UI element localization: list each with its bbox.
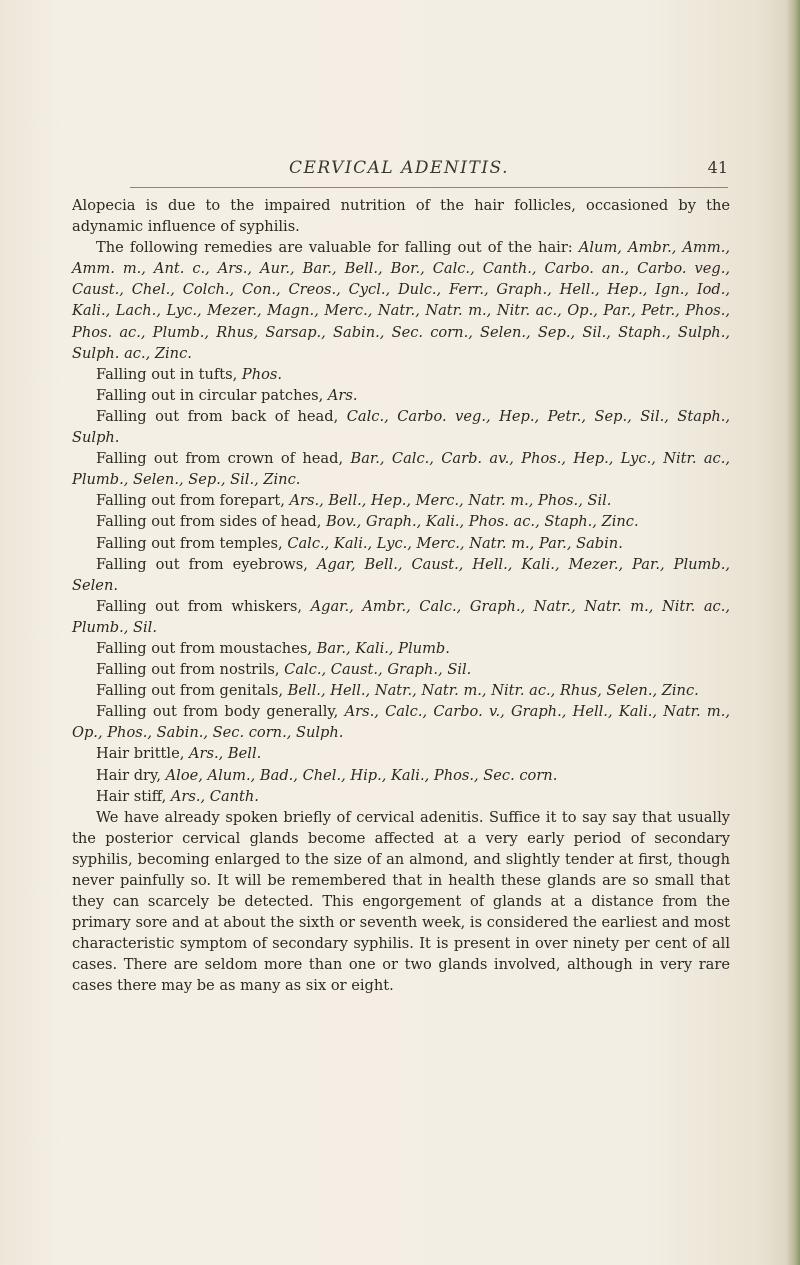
symptom-entry xyxy=(72,533,730,554)
symptom-label: Falling out from moustaches, xyxy=(96,639,312,657)
symptom-entry xyxy=(72,786,730,807)
symptom-label: Falling out in tufts, xyxy=(96,365,238,383)
symptom-remedies: Calc., Caust., Graph., Sil. xyxy=(284,661,472,679)
symptom-entry xyxy=(72,701,730,743)
symptom-entry xyxy=(72,364,730,385)
symptom-entry xyxy=(72,406,730,448)
symptom-entry xyxy=(72,554,730,596)
symptom-entry xyxy=(72,659,730,680)
symptom-entry xyxy=(72,680,730,701)
symptom-remedies: Ars., Canth. xyxy=(170,787,259,805)
paragraph-remedies xyxy=(72,237,730,364)
symptom-label: Falling out from whiskers, xyxy=(96,597,302,615)
symptom-remedies: Calc., Carbo. veg., Hep., Petr., Sep., Sil., Staph., Sulph. xyxy=(72,407,730,447)
symptom-list xyxy=(72,364,730,807)
symptom-remedies: Bar., Kali., Plumb. xyxy=(316,639,450,657)
symptom-label: Falling out from genitals, xyxy=(96,682,283,700)
symptom-entry xyxy=(72,765,730,786)
symptom-entry xyxy=(72,596,730,638)
running-title: CERVICAL ADENITIS. xyxy=(289,158,509,178)
symptom-label: Hair brittle, xyxy=(96,745,185,763)
symptom-remedies: Bov., Graph., Kali., Phos. ac., Staph., Zinc. xyxy=(326,513,639,531)
paragraph-alopecia: Alopecia is due to the impaired nutrition of the hair follicles, occasioned by the adynamic influence of syphilis. xyxy=(72,197,730,236)
symptom-entry xyxy=(72,511,730,532)
symptom-entry xyxy=(72,638,730,659)
symptom-label: Falling out from sides of head, xyxy=(96,513,322,531)
header-rule xyxy=(130,187,728,188)
symptom-label: Hair dry, xyxy=(96,766,161,784)
remedies-list: Alum, Ambr., Amm., Amm. m., Ant. c., Ars., Aur., Bar., Bell., Bor., Calc., Canth., Carbo. an., Carbo. veg., Caust., Chel., Colch., Con., Creos., Cycl., Dulc., Ferr., Graph., Hell., Hep., Ign., Iod., Kali., Lach., Lyc., Mezer., Magn., Merc., Natr., Natr. m., Nitr. ac., Op., Par., Petr., Phos., Phos. ac., Plumb., Rhus, Sarsap., Sabin., Sec. corn., Selen., Sep., Sil., Staph., Sulph., Sulph. ac., Zinc. xyxy=(72,239,730,362)
symptom-remedies: Aloe, Alum., Bad., Chel., Hip., Kali., Phos., Sec. corn. xyxy=(165,766,558,784)
symptom-entry xyxy=(72,490,730,511)
page-number: 41 xyxy=(707,158,728,177)
symptom-remedies: Ars. xyxy=(327,386,358,404)
symptom-remedies: Bar., Calc., Carb. av., Phos., Hep., Lyc., Nitr. ac., Plumb., Selen., Sep., Sil., Zinc. xyxy=(72,450,731,489)
symptom-entry xyxy=(72,743,730,764)
paragraph-cervical-adenitis: We have already spoken briefly of cervical adenitis. Suffice it to say say that usually the posterior cervical glands become affected at a very early period of secondary syphilis, becoming enlarged to the size of an almond, and slightly tender at first, though never painfully so. It will be remembered that in health these glands are so small that they can scarcely be detected. This engorgement of glands at a distance from the primary sore and at about the sixth or seventh week, is considered the earliest and most characteristic symptom of secondary syphilis. It is present in over ninety per cent of all cases. There are seldom more than one or two glands involved, although in very rare cases there may be as many as six or eight. xyxy=(72,808,730,995)
symptom-remedies: Calc., Kali., Lyc., Merc., Natr. m., Par., Sabin. xyxy=(287,534,623,552)
page-edge-shadow xyxy=(786,0,800,1265)
symptom-label: Falling out from body generally, xyxy=(96,703,339,721)
symptom-entry xyxy=(72,385,730,406)
symptom-label: Falling out from nostrils, xyxy=(96,661,280,679)
remedies-lead: The following remedies are valuable for falling out of the hair: xyxy=(96,239,573,257)
symptom-remedies: Phos. xyxy=(241,365,283,383)
body-text xyxy=(72,195,730,997)
symptom-remedies: Ars., Calc., Carbo. v., Graph., Hell., Kali., Natr. m., Op., Phos., Sabin., Sec. corn., Sulph. xyxy=(72,703,731,742)
symptom-remedies: Ars., Bell., Hep., Merc., Natr. m., Phos., Sil. xyxy=(289,492,612,510)
symptom-label: Falling out from crown of head, xyxy=(96,450,344,468)
symptom-label: Hair stiff, xyxy=(96,787,167,805)
symptom-remedies: Bell., Hell., Natr., Natr. m., Nitr. ac., Rhus, Selen., Zinc. xyxy=(287,682,699,700)
symptom-remedies: Agar., Ambr., Calc., Graph., Natr., Natr. m., Nitr. ac., Plumb., Sil. xyxy=(72,597,730,636)
symptom-label: Falling out from temples, xyxy=(96,534,283,552)
symptom-remedies: Ars., Bell. xyxy=(189,745,262,763)
symptom-entry xyxy=(72,448,730,490)
running-head xyxy=(70,150,728,190)
symptom-label: Falling out in circular patches, xyxy=(96,386,324,404)
symptom-label: Falling out from eyebrows, xyxy=(96,555,308,573)
symptom-remedies: Agar, Bell., Caust., Hell., Kali., Mezer., Par., Plumb., Selen. xyxy=(72,555,731,594)
symptom-label: Falling out from back of head, xyxy=(96,407,339,425)
symptom-label: Falling out from forepart, xyxy=(96,492,285,510)
